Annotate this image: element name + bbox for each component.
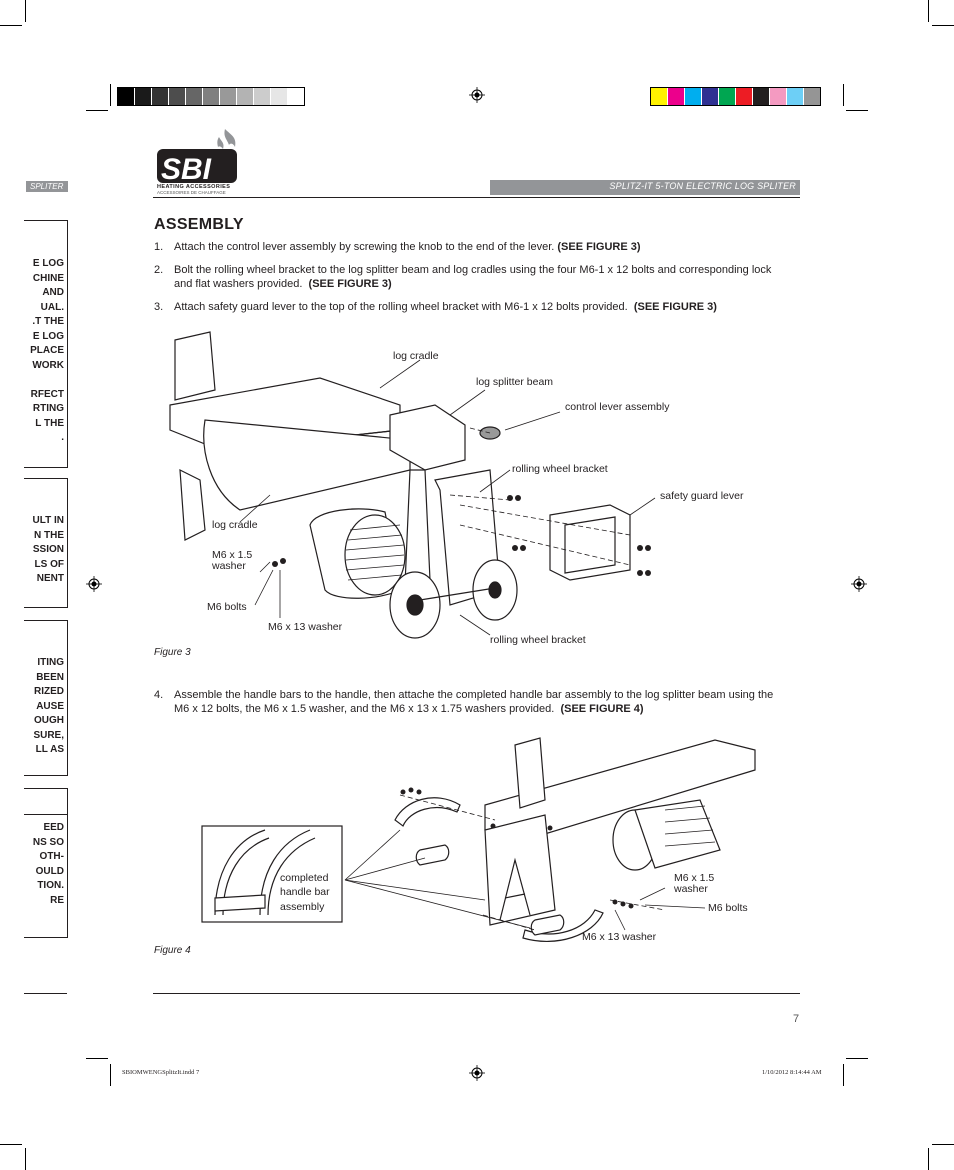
left-page-tab: SPLITER (26, 181, 68, 192)
figure-ref: (SEE FIGURE 4) (560, 703, 644, 715)
color-swatch (203, 88, 220, 105)
color-swatch (186, 88, 203, 105)
label-m6-washer: M6 x 1.5 (212, 549, 253, 561)
figure-ref: (SEE FIGURE 3) (633, 301, 717, 313)
label-completed-handle-bar: assembly (280, 901, 325, 913)
color-swatch (220, 88, 237, 105)
label-safety-guard-lever: safety guard lever (660, 490, 744, 502)
color-swatch (719, 88, 736, 105)
color-swatch (169, 88, 186, 105)
color-swatch (237, 88, 254, 105)
label-control-lever-assembly: control lever assembly (565, 401, 670, 413)
crop-mark (846, 110, 868, 111)
step-number: 3. (154, 301, 164, 313)
color-swatch (702, 88, 719, 105)
label-m6-washer: M6 x 1.5 (674, 872, 715, 884)
step-text: Assemble the handle bars to the handle, then attache the completed handle bar assembly to the log splitter beam using the (174, 689, 774, 701)
color-swatch (651, 88, 668, 105)
color-swatch (736, 88, 753, 105)
label-completed-handle-bar: completed (280, 872, 329, 884)
step-text: Bolt the rolling wheel bracket to the log splitter beam and log cradles using the four M6-1 x 12 bolts and corresponding lock (174, 264, 772, 276)
crop-mark (932, 25, 954, 26)
label-rolling-wheel-bracket: rolling wheel bracket (512, 463, 608, 475)
grayscale-color-bar (117, 87, 305, 106)
step-text: Attach safety guard lever to the top of the rolling wheel bracket with M6-1 x 12 bolts provided. (174, 301, 628, 313)
label-rolling-wheel-bracket: rolling wheel bracket (490, 634, 586, 646)
logo-tagline-fr: ACCESSOIRES DE CHAUFFAGE (157, 190, 226, 195)
logo-tagline: HEATING ACCESSORIES (157, 184, 231, 190)
color-swatch (787, 88, 804, 105)
registration-mark-icon (469, 87, 485, 103)
header-rule (153, 197, 800, 198)
crop-mark (25, 1148, 26, 1170)
registration-mark-icon (851, 576, 867, 592)
svg-text:SBI: SBI (161, 153, 212, 186)
label-log-cradle: log cradle (212, 519, 258, 531)
crop-mark (843, 84, 844, 106)
registration-mark-icon (469, 1065, 485, 1081)
header-title: SPLITZ-IT 5-TON ELECTRIC LOG SPLITER (609, 181, 796, 191)
color-swatch (804, 88, 820, 105)
color-swatch (152, 88, 169, 105)
color-swatch (254, 88, 271, 105)
crop-mark (110, 1064, 111, 1086)
label-log-cradle: log cradle (393, 350, 439, 362)
color-swatch (685, 88, 702, 105)
crop-mark (928, 0, 929, 22)
footer-rule (153, 993, 800, 994)
color-swatch (271, 88, 288, 105)
process-color-bar (650, 87, 821, 106)
registration-mark-icon (86, 576, 102, 592)
label-log-splitter-beam: log splitter beam (476, 376, 554, 388)
label-m6-washer: washer (212, 560, 246, 572)
figure-ref: (SEE FIGURE 3) (557, 241, 641, 253)
sidebar-text: E LOG CHINE AND UAL. .T THE E LOG PLACE WORK RFECT RTING L THE . (30, 258, 64, 443)
color-swatch (118, 88, 135, 105)
crop-mark (25, 0, 26, 22)
sidebar-divider (24, 814, 67, 815)
figure-4-diagram (195, 730, 795, 950)
slug-filename: SBIOMWENGSplitzIt.indd 7 (122, 1069, 200, 1076)
color-swatch (288, 88, 304, 105)
label-completed-handle-bar: handle bar (280, 886, 330, 898)
slug-timestamp: 1/10/2012 8:14:44 AM (762, 1069, 822, 1076)
crop-mark (86, 1058, 108, 1059)
step-number: 2. (154, 264, 164, 276)
figure-4-caption: Figure 4 (154, 945, 191, 956)
page-number: 7 (793, 1013, 800, 1025)
section-title: ASSEMBLY (154, 216, 244, 233)
crop-mark (932, 1144, 954, 1145)
label-m6-13-washer: M6 x 13 washer (582, 931, 657, 943)
crop-mark (928, 1148, 929, 1170)
sbi-logo (155, 127, 245, 197)
color-swatch (753, 88, 770, 105)
crop-mark (843, 1064, 844, 1086)
crop-mark (0, 25, 22, 26)
color-swatch (135, 88, 152, 105)
crop-mark (846, 1058, 868, 1059)
label-m6-bolts: M6 bolts (207, 601, 247, 613)
crop-mark (0, 1144, 22, 1145)
figure-ref: (SEE FIGURE 3) (308, 278, 392, 290)
crop-mark (110, 84, 111, 106)
label-m6-13-washer: M6 x 13 washer (268, 621, 343, 633)
label-m6-washer: washer (674, 883, 708, 895)
sidebar-text: EED NS SO OTH- OULD TION. RE (32, 822, 64, 906)
step-text: M6 x 12 bolts, the M6 x 1.5 washer, and the M6 x 13 x 1.75 washers provided. (174, 703, 555, 715)
step-text: and flat washers provided. (174, 278, 303, 290)
step-text: Attach the control lever assembly by screwing the knob to the end of the lever. (174, 241, 555, 253)
step-number: 4. (154, 689, 164, 701)
crop-mark (86, 110, 108, 111)
color-swatch (668, 88, 685, 105)
color-swatch (770, 88, 787, 105)
label-m6-bolts: M6 bolts (708, 902, 748, 914)
sidebar-text: ULT IN N THE SSION LS OF NENT (32, 515, 64, 584)
figure-3-caption: Figure 3 (154, 647, 191, 658)
step-number: 1. (154, 241, 164, 253)
sidebar-text: ITING BEEN RIZED AUSE OUGH SURE, LL AS (33, 657, 64, 755)
sidebar-divider (24, 993, 67, 994)
